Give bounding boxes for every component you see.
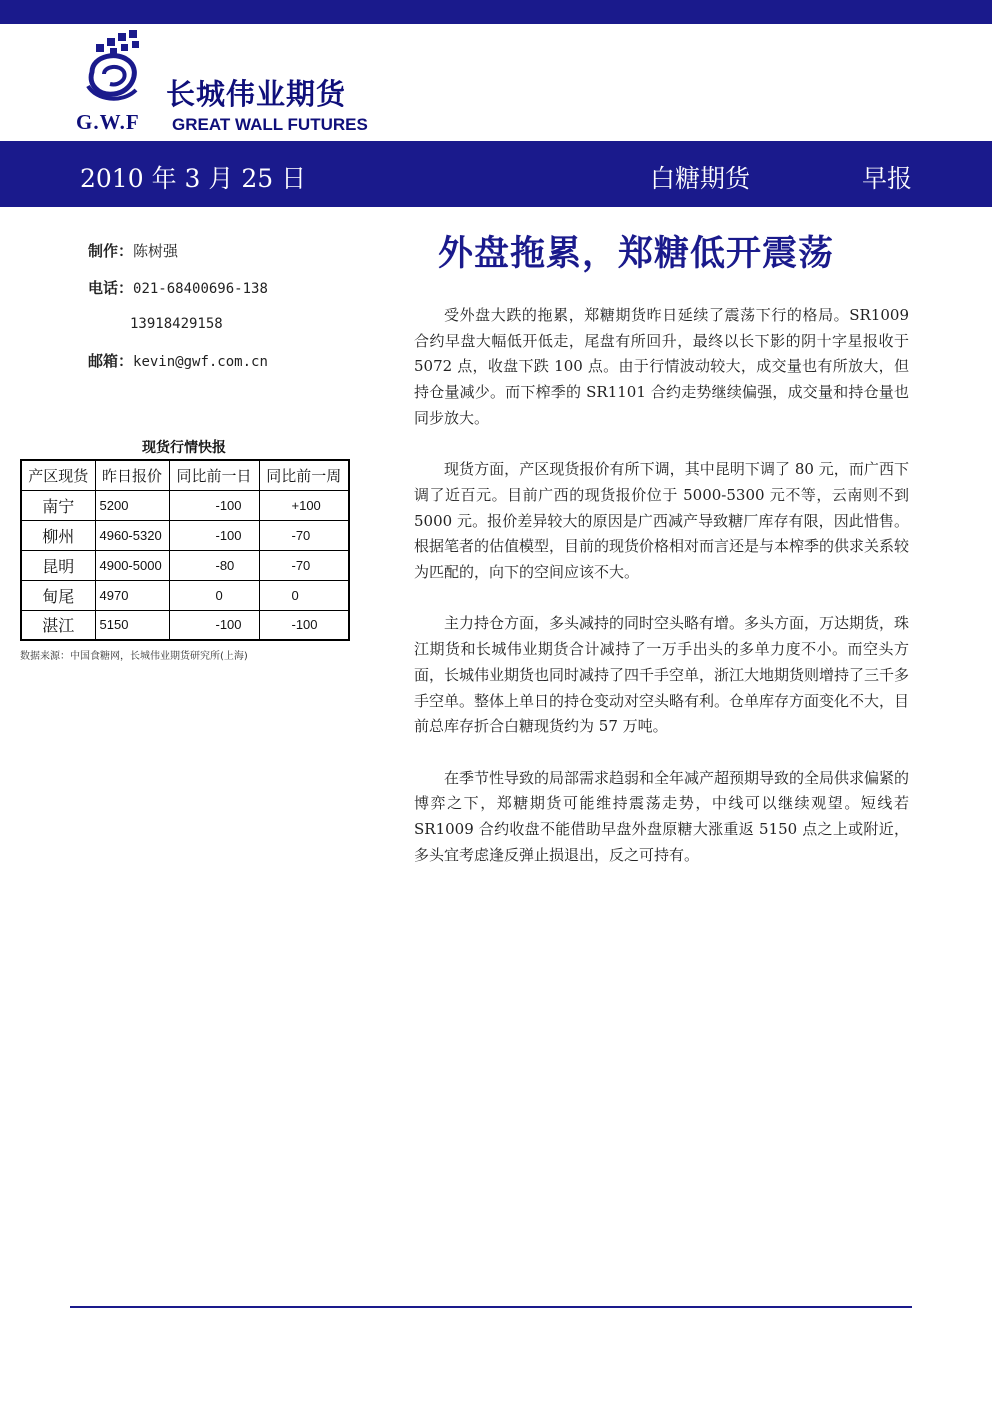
price-cell: 5200	[95, 490, 169, 520]
column-header: 昨日报价	[95, 460, 169, 490]
week-change-cell: +100	[259, 490, 349, 520]
price-cell: 4900-5000	[95, 550, 169, 580]
report-header-bar	[0, 141, 992, 207]
company-logo	[74, 28, 374, 138]
region-cell: 甸尾	[21, 580, 95, 610]
email-row	[88, 350, 268, 371]
great-wall-logo-icon	[74, 28, 166, 112]
article-paragraph: 受外盘大跌的拖累，郑糖期货昨日延续了震荡下行的格局。SR1009 合约早盘大幅低开低走，尾盘有所回升，最终以长下影的阴十字星报收于 5072 点，收盘下跌 100 点。由于行情波动较大，成交量也有所放大，但持仓量减少。而下榨季的 SR1101 合约走势继续偏强，成交量和持仓量也同步放大。	[414, 306, 909, 427]
phone-primary: 021-68400696-138	[133, 281, 268, 297]
table-row	[21, 580, 349, 610]
email-address: kevin@gwf.com.cn	[133, 354, 268, 370]
table-row	[21, 610, 349, 640]
author-name: 陈树强	[133, 242, 179, 260]
article-paragraph: 在季节性导致的局部需求趋弱和全年减产超预期导致的全局供求偏紧的博弈之下，郑糖期货可能维持震荡走势，中线可以继续观望。短线若 SR1009 合约收盘不能借助早盘外盘原糖大涨重返 5150 点之上或附近，多头宜考虑逢反弹止损退出，反之可持有。	[414, 768, 910, 864]
region-cell: 南宁	[21, 490, 95, 520]
article-body	[414, 303, 909, 894]
region-cell: 柳州	[21, 520, 95, 550]
price-cell: 5150	[95, 610, 169, 640]
report-category: 白糖期货	[650, 164, 751, 193]
article-paragraph: 现货方面，产区现货报价有所下调，其中昆明下调了 80 元，而广西下调了近百元。目前广西的现货报价位于 5000-5300 元不等，云南则不到 5000 元。报价差异较大的原因是广西减产导致糖厂库存有限，因此惜售。根据笔者的估值模型，目前的现货价格相对而言还是与本榨季的供求关系较为匹配的，向下的空间应该不大。	[414, 460, 910, 582]
phone-row	[88, 277, 268, 298]
data-source-note: 数据来源：中国食糖网，长城伟业期货研究所(上海)	[20, 651, 248, 662]
brand-name-cn: 长城伟业期货	[166, 77, 347, 111]
report-date: 2010 年 3 月 25 日	[80, 164, 307, 193]
author-label: 制作：	[88, 242, 134, 260]
phone-secondary-row	[130, 314, 223, 332]
week-change-cell: -70	[259, 550, 349, 580]
table-row	[21, 550, 349, 580]
week-change-cell: 0	[259, 580, 349, 610]
column-header: 产区现货	[21, 460, 95, 490]
phone-secondary: 13918429158	[130, 316, 223, 332]
column-header: 同比前一日	[169, 460, 259, 490]
region-cell: 湛江	[21, 610, 95, 640]
region-cell: 昆明	[21, 550, 95, 580]
week-change-cell: -100	[259, 610, 349, 640]
table-row	[21, 520, 349, 550]
day-change-cell: -80	[169, 550, 259, 580]
article-headline: 外盘拖累，郑糖低开震荡	[438, 234, 835, 274]
report-type: 早报	[862, 164, 913, 193]
table-header-row	[21, 460, 349, 490]
price-cell: 4970	[95, 580, 169, 610]
brand-name-en: GREAT WALL FUTURES	[172, 115, 368, 134]
email-label: 邮箱：	[88, 352, 134, 370]
phone-label: 电话：	[88, 279, 134, 297]
author-row	[88, 240, 178, 261]
top-color-band	[0, 0, 992, 24]
week-change-cell: -70	[259, 520, 349, 550]
day-change-cell: -100	[169, 490, 259, 520]
day-change-cell: 0	[169, 580, 259, 610]
spot-price-table	[20, 459, 350, 641]
day-change-cell: -100	[169, 610, 259, 640]
brand-abbreviation: G.W.F	[76, 110, 140, 134]
price-cell: 4960-5320	[95, 520, 169, 550]
article-paragraph: 主力持仓方面，多头减持的同时空头略有增。多头方面，万达期货，珠江期货和长城伟业期货合计减持了一万手出头的多单力度不小。而空头方面，长城伟业期货也同时减持了四千手空单，浙江大地期货则增持了三千多手空单。整体上单日的持仓变动对空头略有利。仓单库存方面变化不大，目前总库存折合白糖现货约为 57 万吨。	[414, 614, 910, 736]
table-row	[21, 490, 349, 520]
day-change-cell: -100	[169, 520, 259, 550]
spot-table-title: 现货行情快报	[142, 440, 226, 456]
column-header: 同比前一周	[259, 460, 349, 490]
footer-divider	[70, 1306, 912, 1308]
